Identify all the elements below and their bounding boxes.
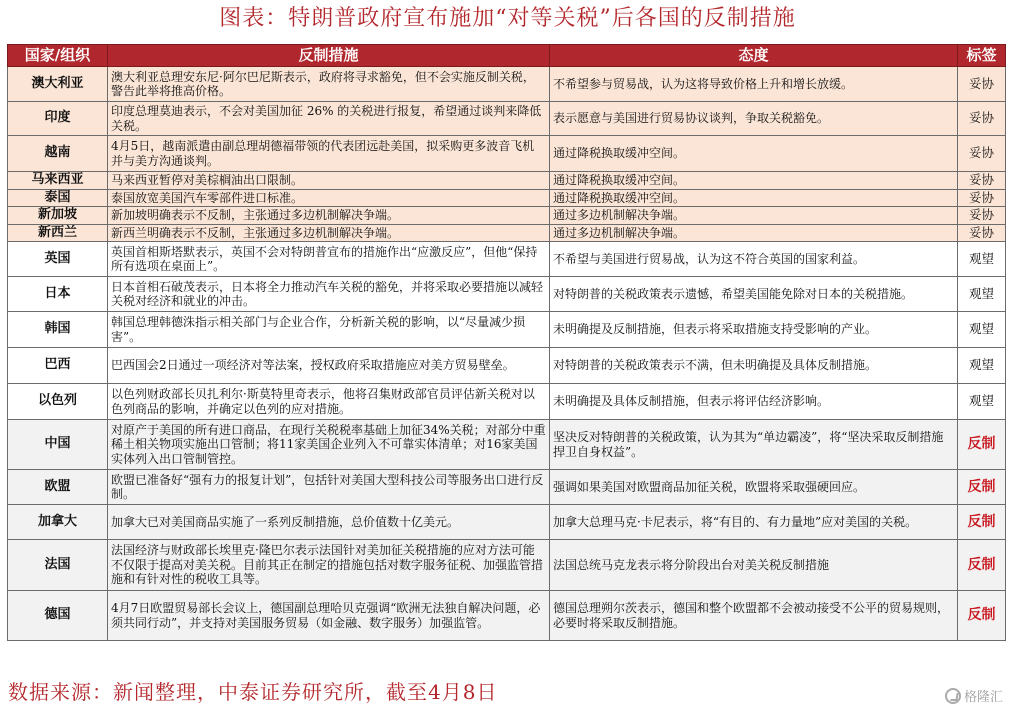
watermark-logo-icon bbox=[945, 688, 961, 704]
table-row bbox=[8, 102, 1006, 136]
table-row bbox=[8, 242, 1006, 277]
table-row bbox=[8, 540, 1006, 591]
attitude-cell: 对特朗普的关税政策表示不满，但未明确提及具体反制措施。 bbox=[550, 348, 958, 384]
table-row bbox=[8, 136, 1006, 172]
attitude-cell: 强调如果美国对欧盟商品加征关税，欧盟将采取强硬回应。 bbox=[550, 470, 958, 505]
measures-cell: 新加坡明确表示不反制，主张通过多边机制解决争端。 bbox=[108, 207, 550, 225]
table-row bbox=[8, 420, 1006, 470]
attitude-cell: 表示愿意与美国进行贸易协议谈判，争取关税豁免。 bbox=[550, 102, 958, 136]
table-row bbox=[8, 505, 1006, 540]
table-row bbox=[8, 277, 1006, 312]
table-row bbox=[8, 207, 1006, 225]
table-row bbox=[8, 312, 1006, 348]
country-cell: 欧盟 bbox=[8, 470, 108, 505]
table-row bbox=[8, 470, 1006, 505]
measures-cell: 印度总理莫迪表示，不会对美国加征 26% 的关税进行报复，希望通过谈判来降低关税。 bbox=[108, 102, 550, 136]
label-cell: 妥协 bbox=[958, 67, 1006, 102]
measures-cell: 加拿大已对美国商品实施了一系列反制措施，总价值数十亿美元。 bbox=[108, 505, 550, 540]
country-cell: 印度 bbox=[8, 102, 108, 136]
label-cell: 妥协 bbox=[958, 207, 1006, 225]
measures-cell: 新西兰明确表示不反制，主张通过多边机制解决争端。 bbox=[108, 224, 550, 242]
measures-cell: 马来西亚暂停对美棕榈油出口限制。 bbox=[108, 172, 550, 190]
country-cell: 越南 bbox=[8, 136, 108, 172]
attitude-cell: 加拿大总理马克·卡尼表示，将“有目的、有力量地”应对美国的关税。 bbox=[550, 505, 958, 540]
label-cell: 妥协 bbox=[958, 136, 1006, 172]
country-cell: 中国 bbox=[8, 420, 108, 470]
table-row bbox=[8, 384, 1006, 420]
measures-cell: 对原产于美国的所有进口商品，在现行关税税率基础上加征34%关税；对部分中重稀土相关物项实施出口管制；将11家美国企业列入不可靠实体清单；对16家美国实体列入出口管制管控。 bbox=[108, 420, 550, 470]
label-cell: 妥协 bbox=[958, 172, 1006, 190]
measures-cell: 澳大利亚总理安东尼·阿尔巴尼斯表示，政府将寻求豁免，但不会实施反制关税，警告此举将推高价格。 bbox=[108, 67, 550, 102]
attitude-cell: 不希望与美国进行贸易战，认为这不符合英国的国家利益。 bbox=[550, 242, 958, 277]
header-measures: 反制措施 bbox=[108, 45, 550, 67]
measures-cell: 欧盟已准备好“强有力的报复计划”，包括针对美国大型科技公司等服务出口进行反制。 bbox=[108, 470, 550, 505]
country-cell: 新加坡 bbox=[8, 207, 108, 225]
measures-cell: 4月5日，越南派遣由副总理胡德福带领的代表团远赴美国，拟采购更多波音飞机并与美方沟通谈判。 bbox=[108, 136, 550, 172]
label-cell: 观望 bbox=[958, 277, 1006, 312]
attitude-cell: 通过多边机制解决争端。 bbox=[550, 224, 958, 242]
label-cell: 反制 bbox=[958, 540, 1006, 591]
attitude-cell: 德国总理朔尔茨表示，德国和整个欧盟都不会被动接受不公平的贸易规则，必要时将采取反制措施。 bbox=[550, 591, 958, 641]
label-cell: 观望 bbox=[958, 348, 1006, 384]
country-cell: 泰国 bbox=[8, 189, 108, 207]
measures-cell: 巴西国会2日通过一项经济对等法案，授权政府采取措施应对美方贸易壁垒。 bbox=[108, 348, 550, 384]
data-source-note: 数据来源：新闻整理，中泰证券研究所，截至4月8日 bbox=[8, 680, 498, 704]
label-cell: 反制 bbox=[958, 420, 1006, 470]
table-row bbox=[8, 189, 1006, 207]
attitude-cell: 通过降税换取缓冲空间。 bbox=[550, 189, 958, 207]
attitude-cell: 法国总统马克龙表示将分阶段出台对美关税反制措施 bbox=[550, 540, 958, 591]
header-country: 国家/组织 bbox=[8, 45, 108, 67]
label-cell: 妥协 bbox=[958, 102, 1006, 136]
label-cell: 反制 bbox=[958, 591, 1006, 641]
measures-cell: 以色列财政部长贝扎利尔·斯莫特里奇表示，他将召集财政部官员评估新关税对以色列商品的影响，并确定以色列的应对措施。 bbox=[108, 384, 550, 420]
country-cell: 澳大利亚 bbox=[8, 67, 108, 102]
measures-cell: 日本首相石破茂表示，日本将全力推动汽车关税的豁免，并将采取必要措施以减轻关税对经济和就业的冲击。 bbox=[108, 277, 550, 312]
country-cell: 以色列 bbox=[8, 384, 108, 420]
country-cell: 马来西亚 bbox=[8, 172, 108, 190]
country-cell: 巴西 bbox=[8, 348, 108, 384]
country-cell: 新西兰 bbox=[8, 224, 108, 242]
label-cell: 妥协 bbox=[958, 189, 1006, 207]
measures-cell: 韩国总理韩德洙指示相关部门与企业合作，分析新关税的影响，以“尽量减少损害”。 bbox=[108, 312, 550, 348]
country-cell: 日本 bbox=[8, 277, 108, 312]
table-row bbox=[8, 67, 1006, 102]
measures-cell: 泰国放宽美国汽车零部件进口标准。 bbox=[108, 189, 550, 207]
country-cell: 德国 bbox=[8, 591, 108, 641]
watermark-text: 格隆汇 bbox=[963, 690, 1003, 705]
table-row bbox=[8, 224, 1006, 242]
table-header-row bbox=[8, 45, 1006, 67]
attitude-cell: 对特朗普的关税政策表示遗憾，希望美国能免除对日本的关税措施。 bbox=[550, 277, 958, 312]
attitude-cell: 未明确提及反制措施，但表示将采取措施支持受影响的产业。 bbox=[550, 312, 958, 348]
label-cell: 反制 bbox=[958, 505, 1006, 540]
measures-cell: 4月7日欧盟贸易部长会议上，德国副总理哈贝克强调“欧洲无法独自解决问题，必须共同行动”，并支持对美国服务贸易（如金融、数字服务）加强监管。 bbox=[108, 591, 550, 641]
country-cell: 韩国 bbox=[8, 312, 108, 348]
attitude-cell: 通过多边机制解决争端。 bbox=[550, 207, 958, 225]
attitude-cell: 通过降税换取缓冲空间。 bbox=[550, 172, 958, 190]
country-cell: 英国 bbox=[8, 242, 108, 277]
label-cell: 观望 bbox=[958, 384, 1006, 420]
countermeasures-table bbox=[7, 44, 1006, 641]
measures-cell: 英国首相斯塔默表示，英国不会对特朗普宣布的措施作出“应激反应”，但他“保持所有选项在桌面上”。 bbox=[108, 242, 550, 277]
header-attitude: 态度 bbox=[550, 45, 958, 67]
country-cell: 法国 bbox=[8, 540, 108, 591]
table-row bbox=[8, 348, 1006, 384]
label-cell: 观望 bbox=[958, 242, 1006, 277]
attitude-cell: 不希望参与贸易战，认为这将导致价格上升和增长放缓。 bbox=[550, 67, 958, 102]
measures-cell: 法国经济与财政部长埃里克·隆巴尔表示法国针对美加征关税措施的应对方法可能不仅限于提高对美关税。目前其正在制定的措施包括对数字服务征税、加强监管措施和有针对性的税收工具等。 bbox=[108, 540, 550, 591]
header-label: 标签 bbox=[958, 45, 1006, 67]
table-row bbox=[8, 172, 1006, 190]
attitude-cell: 坚决反对特朗普的关税政策，认为其为“单边霸凌”，将“坚决采取反制措施捍卫自身权益”。 bbox=[550, 420, 958, 470]
attitude-cell: 通过降税换取缓冲空间。 bbox=[550, 136, 958, 172]
attitude-cell: 未明确提及具体反制措施，但表示将评估经济影响。 bbox=[550, 384, 958, 420]
country-cell: 加拿大 bbox=[8, 505, 108, 540]
table-row bbox=[8, 591, 1006, 641]
label-cell: 妥协 bbox=[958, 224, 1006, 242]
page-title: 图表：特朗普政府宣布施加“对等关税”后各国的反制措施 bbox=[219, 6, 796, 31]
watermark bbox=[945, 686, 1003, 705]
label-cell: 反制 bbox=[958, 470, 1006, 505]
label-cell: 观望 bbox=[958, 312, 1006, 348]
